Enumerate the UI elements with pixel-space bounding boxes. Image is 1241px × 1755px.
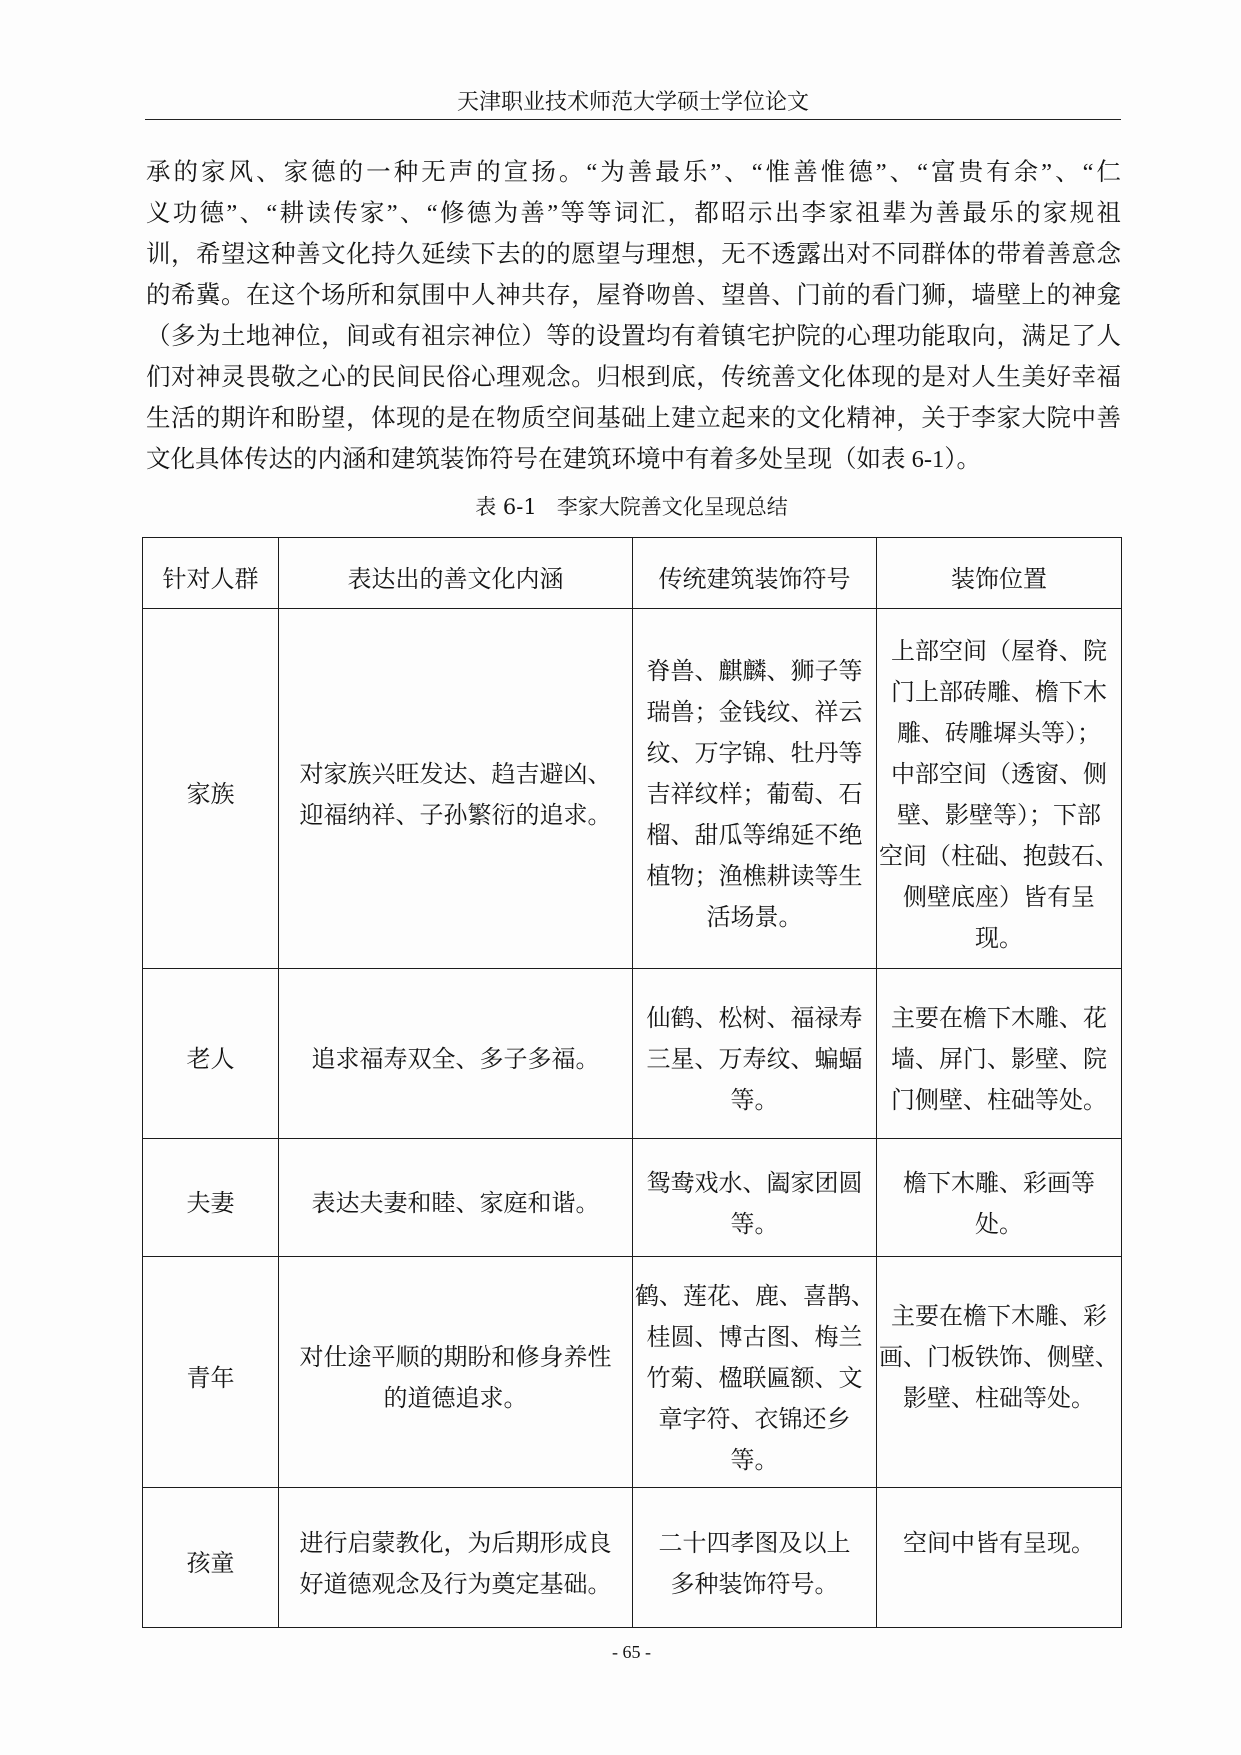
cell-line: 青年 — [186, 1365, 235, 1392]
table-row — [143, 1257, 1122, 1488]
cell-line: 章字符、衣锦还乡 — [658, 1406, 851, 1433]
body-line: 们对神灵畏敬之心的民间民俗心理观念。归根到底，传统善文化体现的是对人生美好幸福 — [146, 364, 1121, 391]
cell-line: 纹、万字锦、牡丹等 — [646, 741, 863, 767]
cell-line: 对家族兴旺发达、趋吉避凶、 — [299, 761, 612, 788]
cell-line: 追求福寿双全、多子多福。 — [311, 1047, 600, 1073]
cell-line: 画、门板铁饰、侧壁、 — [879, 1345, 1119, 1371]
cell-location — [877, 1488, 1122, 1628]
cell-meaning — [279, 969, 633, 1139]
cell-target-group — [143, 1257, 279, 1488]
cell-line: 等。 — [730, 1447, 779, 1474]
body-line: （多为土地神位，间或有祖宗神位）等的设置均有着镇宅护院的心理功能取向，满足了人 — [146, 323, 1121, 350]
cell-line: 对仕途平顺的期盼和修身养性 — [299, 1345, 612, 1371]
cell-line: 多种装饰符号。 — [670, 1571, 839, 1598]
cell-line: 桂圆、博古图、梅兰 — [646, 1324, 863, 1351]
cell-line: 现。 — [975, 925, 1023, 952]
cell-line: 门上部砖雕、檐下木 — [891, 679, 1107, 706]
column-header: 装饰位置 — [877, 538, 1122, 609]
table-row — [143, 969, 1122, 1139]
cell-line: 处。 — [975, 1211, 1023, 1238]
table-row — [143, 609, 1122, 969]
body-line: 义功德”、“耕读传家”、“修德为善”等等词汇，都昭示出李家祖辈为善最乐的家规祖 — [146, 200, 1121, 227]
cell-line: 主要在檐下木雕、花 — [891, 1006, 1107, 1032]
cell-line: 檐下木雕、彩画等 — [903, 1170, 1095, 1197]
cell-location — [877, 609, 1122, 969]
cell-line: 中部空间（透窗、侧 — [891, 761, 1107, 788]
table-row — [143, 1139, 1122, 1257]
cell-line: 的道德追求。 — [383, 1386, 528, 1412]
cell-meaning — [279, 1257, 633, 1488]
cell-line: 空间中皆有呈现。 — [903, 1530, 1095, 1557]
cell-symbols — [633, 1488, 877, 1628]
column-header: 传统建筑装饰符号 — [633, 538, 877, 609]
cell-location — [877, 969, 1122, 1139]
cell-line: 等。 — [730, 1088, 779, 1114]
cell-target-group — [143, 609, 279, 969]
cell-line: 榴、甜瓜等绵延不绝 — [646, 823, 863, 849]
cell-line: 鸳鸯戏水、阖家团圆 — [646, 1170, 863, 1197]
cell-target-group — [143, 1139, 279, 1257]
cell-line: 孩童 — [186, 1551, 235, 1577]
cell-line: 三星、万寿纹、蝙蝠 — [646, 1047, 863, 1073]
page-number: - 65 - — [612, 1642, 651, 1662]
cell-line: 家族 — [186, 782, 235, 808]
cell-meaning — [279, 609, 633, 969]
cell-location — [877, 1139, 1122, 1257]
table-header-row — [143, 538, 1122, 609]
cell-line: 影壁、柱础等处。 — [903, 1386, 1095, 1412]
column-header: 针对人群 — [143, 538, 279, 609]
cell-line: 迎福纳祥、子孙繁衍的追求。 — [299, 802, 612, 829]
cell-line: 夫妻 — [186, 1191, 235, 1217]
caption-number: 表 6-1 — [475, 495, 537, 519]
cell-line: 活场景。 — [706, 905, 803, 931]
cell-line: 鹤、莲花、鹿、喜鹊、 — [635, 1283, 875, 1310]
caption-title: 李家大院善文化呈现总结 — [556, 495, 788, 519]
cell-line: 好道德观念及行为奠定基础。 — [299, 1571, 612, 1598]
running-header: 天津职业技术师范大学硕士学位论文 — [456, 89, 809, 114]
summary-table — [142, 537, 1122, 1628]
cell-line: 等。 — [730, 1211, 779, 1238]
cell-line: 上部空间（屋脊、院 — [891, 638, 1107, 665]
cell-location — [877, 1257, 1122, 1488]
cell-meaning — [279, 1139, 633, 1257]
cell-line: 二十四孝图及以上 — [658, 1530, 851, 1557]
cell-line: 瑞兽；金钱纹、祥云 — [646, 700, 863, 726]
cell-line: 进行启蒙教化，为后期形成良 — [299, 1530, 612, 1557]
table-caption — [142, 490, 1121, 524]
table-row — [143, 1488, 1122, 1628]
cell-line: 吉祥纹样；葡萄、石 — [646, 782, 863, 808]
cell-line: 空间（柱础、抱鼓石、 — [879, 843, 1119, 870]
body-line: 生活的期许和盼望，体现的是在物质空间基础上建立起来的文化精神，关于李家大院中善 — [146, 405, 1121, 432]
cell-target-group — [143, 969, 279, 1139]
cell-line: 壁、影壁等）；下部 — [897, 802, 1101, 829]
cell-line: 仙鹤、松树、福禄寿 — [646, 1006, 863, 1032]
cell-line: 老人 — [186, 1047, 235, 1073]
cell-line: 植物；渔樵耕读等生 — [646, 864, 863, 890]
cell-line: 脊兽、麒麟、狮子等 — [646, 659, 863, 685]
cell-meaning — [279, 1488, 633, 1628]
cell-symbols — [633, 609, 877, 969]
cell-line: 表达夫妻和睦、家庭和谐。 — [311, 1191, 600, 1217]
body-paragraph — [146, 152, 1121, 480]
body-line: 的希冀。在这个场所和氛围中人神共存，屋脊吻兽、望兽、门前的看门狮，墙壁上的神龛 — [146, 282, 1121, 309]
cell-line: 侧壁底座）皆有呈 — [903, 884, 1095, 911]
table-body — [143, 609, 1122, 1628]
cell-line: 雕、砖雕墀头等）； — [897, 720, 1101, 747]
column-header: 表达出的善文化内涵 — [279, 538, 633, 609]
body-line: 承的家风、家德的一种无声的宣扬。“为善最乐”、“惟善惟德”、“富贵有余”、“仁 — [146, 159, 1121, 186]
cell-line: 墙、屏门、影壁、院 — [891, 1047, 1107, 1073]
cell-line: 主要在檐下木雕、彩 — [891, 1304, 1107, 1330]
body-line: 训，希望这种善文化持久延续下去的的愿望与理想，无不透露出对不同群体的带着善意念 — [146, 241, 1121, 268]
cell-symbols — [633, 969, 877, 1139]
cell-target-group — [143, 1488, 279, 1628]
header-rule — [145, 119, 1121, 120]
cell-symbols — [633, 1139, 877, 1257]
cell-symbols — [633, 1257, 877, 1488]
body-line: 文化具体传达的内涵和建筑装饰符号在建筑环境中有着多处呈现（如表 6-1）。 — [146, 446, 982, 473]
cell-line: 门侧壁、柱础等处。 — [891, 1088, 1107, 1114]
cell-line: 竹菊、楹联匾额、文 — [646, 1365, 863, 1392]
